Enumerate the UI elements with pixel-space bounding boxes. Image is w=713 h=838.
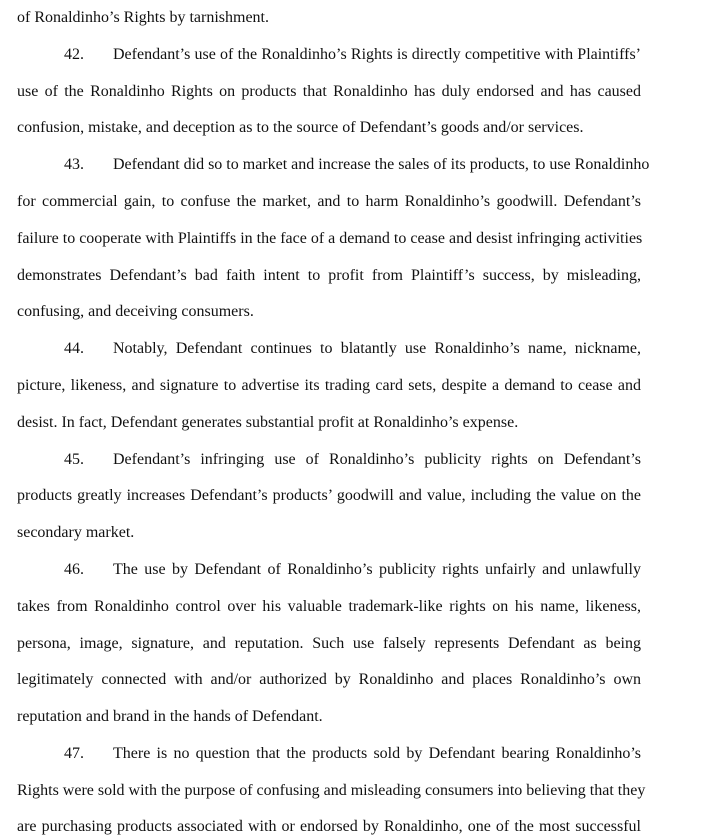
text-line: of Ronaldinho’s Rights by tarnishment. bbox=[17, 9, 269, 26]
text-line: confusion, mistake, and deception as to the source of Defendant’s goods and/or services. bbox=[17, 119, 584, 136]
text-line: takes from Ronaldinho control over his valuable trademark-like rights on his name, likeness, bbox=[17, 598, 641, 615]
text-line: reputation and brand in the hands of Defendant. bbox=[17, 708, 323, 725]
paragraph-number: 47. bbox=[64, 745, 84, 762]
paragraph-number: 42. bbox=[64, 46, 84, 63]
text-line: legitimately connected with and/or authorized by Ronaldinho and places Ronaldinho’s own bbox=[17, 671, 641, 688]
paragraph-46-first-line bbox=[17, 559, 641, 581]
text-line: products greatly increases Defendant’s products’ goodwill and value, including the value on the bbox=[17, 487, 641, 504]
text-line: The use by Defendant of Ronaldinho’s publicity rights unfairly and unlawfully bbox=[113, 561, 641, 578]
text-line: are purchasing products associated with or endorsed by Ronaldinho, one of the most successful bbox=[17, 818, 641, 835]
paragraph-44-first-line bbox=[17, 338, 641, 360]
text-line: Defendant’s use of the Ronaldinho’s Rights is directly competitive with Plaintiffs’ bbox=[113, 46, 641, 63]
text-line: for commercial gain, to confuse the market, and to harm Ronaldinho’s goodwill. Defendant’s bbox=[17, 193, 641, 210]
text-line: desist. In fact, Defendant generates substantial profit at Ronaldinho’s expense. bbox=[17, 414, 519, 431]
text-line: failure to cooperate with Plaintiffs in the face of a demand to cease and desist infringing activities bbox=[17, 230, 643, 247]
text-line: Rights were sold with the purpose of confusing and misleading consumers into believing that they bbox=[17, 782, 646, 799]
text-line: picture, likeness, and signature to advertise its trading card sets, despite a demand to cease and bbox=[17, 377, 641, 394]
text-line: use of the Ronaldinho Rights on products that Ronaldinho has duly endorsed and has caused bbox=[17, 83, 641, 100]
text-line: Notably, Defendant continues to blatantly use Ronaldinho’s name, nickname, bbox=[113, 340, 641, 357]
paragraph-47-first-line bbox=[17, 743, 641, 765]
text-line: persona, image, signature, and reputation. Such use falsely represents Defendant as being bbox=[17, 635, 641, 652]
text-line: secondary market. bbox=[17, 524, 135, 541]
paragraph-number: 44. bbox=[64, 340, 84, 357]
text-line: There is no question that the products sold by Defendant bearing Ronaldinho’s bbox=[113, 745, 641, 762]
paragraph-number: 46. bbox=[64, 561, 84, 578]
paragraph-42-first-line bbox=[17, 44, 641, 66]
text-line: confusing, and deceiving consumers. bbox=[17, 303, 254, 320]
paragraph-number: 45. bbox=[64, 451, 84, 468]
text-line: demonstrates Defendant’s bad faith intent to profit from Plaintiff’s success, by misleading, bbox=[17, 267, 641, 284]
paragraph-number: 43. bbox=[64, 156, 84, 173]
text-line: Defendant’s infringing use of Ronaldinho’s publicity rights on Defendant’s bbox=[113, 451, 641, 468]
text-line: Defendant did so to market and increase the sales of its products, to use Ronaldinho bbox=[113, 156, 650, 173]
paragraph-43-first-line bbox=[17, 154, 650, 176]
paragraph-45-first-line bbox=[17, 449, 641, 471]
